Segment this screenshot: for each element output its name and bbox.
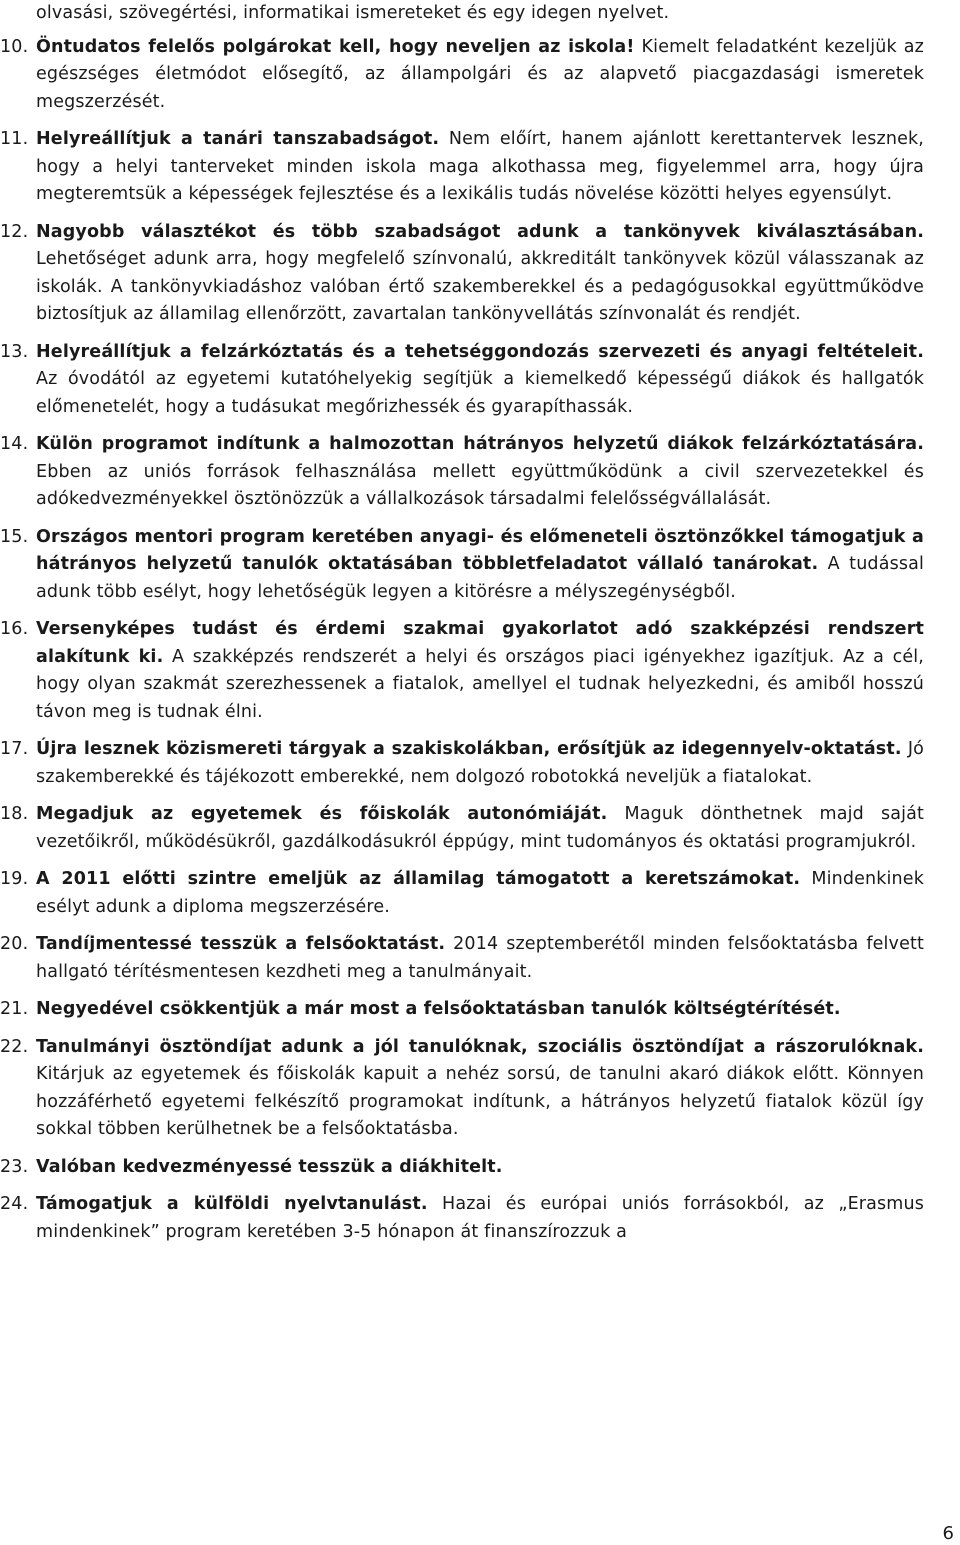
list-item-text: Lehetőséget adunk arra, hogy megfelelő színvonalú, akkreditált tankönyvek közül válasszanak az iskolák. A tankönyvkiadáshoz valóban értő szakemberekkel és a pedagógusokkal együttműködve biztosítjuk az államilag ellenőrzött, zavartalan tankönyvellátás színvonalát és rendjét. <box>36 249 924 324</box>
list-item-heading: Nagyobb választékot és több szabadságot adunk a tankönyvek kiválasztásában. <box>36 221 924 242</box>
list-item <box>0 931 925 986</box>
list-item-heading: Helyreállítjuk a tanári tanszabadságot. <box>36 129 440 149</box>
intro-paragraph: olvasási, szövegértési, informatikai ismereteket és egy idegen nyelvet. <box>36 3 670 23</box>
list-item-number: 16. <box>0 619 29 639</box>
list-item <box>0 1034 924 1144</box>
list-item-number: 10. <box>0 36 29 57</box>
list-item-number: 14. <box>0 434 29 454</box>
list-item-number: 21. <box>0 999 29 1019</box>
list-item-heading: Helyreállítjuk a felzárkóztatás és a tehetséggondozás szervezeti és anyagi feltételeit. <box>36 341 924 362</box>
list-item <box>0 1191 924 1246</box>
list-item-text: A tudással adunk több esélyt, hogy lehetőségük legyen a kitörésre a mélyszegénységből. <box>36 554 924 602</box>
list-item-text: Ebben az uniós források felhasználása mellett együttműködünk a civil szervezetekkel és adókedvezményekkel ösztönözzük a vállalkozások társadalmi felelősségvállalását. <box>36 461 924 509</box>
list-item-heading: Öntudatos felelős polgárokat kell, hogy neveljen az iskola! <box>36 36 635 57</box>
list-item <box>0 736 924 791</box>
list-item-text: Az óvodától az egyetemi kutatóhelyekig segítjük a kiemelkedő képességű diákok és hallgatók előmenetelét, hogy a tudásukat megőrizhessék és gyarapíthassák. <box>36 369 924 417</box>
list-item-heading: Tandíjmentessé tesszük a felsőoktatást. <box>36 934 446 954</box>
list-item <box>0 219 924 329</box>
list-item-heading: Külön programot indítunk a halmozottan hátrányos helyzetű diákok felzárkóztatására. <box>36 434 924 454</box>
numbered-list <box>0 34 925 1247</box>
list-item-text: Maguk dönthetnek majd saját vezetőikről, működésükről, gazdálkodásukról éppúgy, mint tudományos és oktatási programjukról. <box>36 804 924 852</box>
list-item <box>0 339 924 422</box>
list-item <box>0 431 924 514</box>
list-item-number: 17. <box>0 739 29 759</box>
list-item-number: 19. <box>0 869 29 889</box>
list-item-number: 20. <box>0 934 29 954</box>
list-item-heading: Valóban kedvezményessé tesszük a diákhitelt. <box>36 1156 503 1177</box>
list-item <box>0 996 924 1024</box>
list-item-heading: Újra lesznek közismereti tárgyak a szakiskolákban, erősítjük az idegennyelv-oktatást. <box>36 739 902 759</box>
list-item <box>0 126 924 209</box>
list-item-heading: Tanulmányi ösztöndíjat adunk a jól tanulóknak, szociális ösztöndíjat a rászorulóknak. <box>36 1036 924 1057</box>
list-item-text: Nem előírt, hanem ajánlott kerettantervek lesznek, hogy a helyi tanterveket minden iskola maga alkothassa meg, figyelemmel arra, hogy újra megteremtsük a képességek fejlesztése és a lexikális tudás növelése közötti helyes egyensúlyt. <box>36 129 924 204</box>
list-item-text: Kitárjuk az egyetemek és főiskolák kapuit a nehéz sorsú, de tanulni akaró diákok előtt. Könnyen hozzáférhető egyetemi felkészítő programokat indítunk, a hátrányos helyzetű fiatalok közül így sokkal többen kerülhetnek be a felsőoktatásba. <box>36 1064 924 1139</box>
list-item-text: 2014 szeptemberétől minden felsőoktatásba felvett hallgató térítésmentesen kezdheti meg a tanulmányait. <box>36 934 925 982</box>
list-item-number: 15. <box>0 526 29 547</box>
list-item-number: 13. <box>0 341 29 362</box>
list-item-text: A szakképzés rendszerét a helyi és országos piaci igényekhez igazítjuk. Az a cél, hogy olyan szakmát szerezhessenek a fiatalok, amellyel el tudnak helyezkedni, és amiből hosszú távon meg is tudnak élni. <box>36 646 924 722</box>
list-item <box>0 34 924 117</box>
list-item-text: Kiemelt feladatként kezeljük az egészséges életmódot elősegítő, az állampolgári és az alapvető piacgazdasági ismeretek megszerzését. <box>36 36 924 112</box>
list-item-number: 12. <box>0 221 29 242</box>
list-item-text: Mindenkinek esélyt adunk a diploma megszerzésére. <box>36 869 924 917</box>
list-item-heading: A 2011 előtti szintre emeljük az államilag támogatott a keretszámokat. <box>36 869 801 889</box>
list-item-heading: Versenyképes tudást és érdemi szakmai gyakorlatot adó szakképzési rendszert alakítunk ki. <box>36 619 924 667</box>
list-item-number: 11. <box>0 129 29 149</box>
list-item <box>0 1154 924 1182</box>
list-item <box>0 866 924 921</box>
list-item-text: Hazai és európai uniós forrásokból, az „Erasmus mindenkinek” program keretében 3-5 hónapon át finanszírozzuk a <box>36 1194 924 1242</box>
page-number: 6 <box>942 1523 954 1544</box>
list-item-number: 18. <box>0 804 29 824</box>
list-item <box>0 524 924 607</box>
list-item-number: 24. <box>0 1194 29 1214</box>
list-item-heading: Megadjuk az egyetemek és főiskolák autonómiáját. <box>36 804 608 824</box>
list-item-number: 22. <box>0 1036 29 1057</box>
list-item-text: Jó szakemberekké és tájékozott emberekké, nem dolgozó robotokká neveljük a fiatalokat. <box>36 739 924 787</box>
list-item-heading: Negyedével csökkentjük a már most a felsőoktatásban tanulók költségtérítését. <box>36 999 841 1019</box>
list-item <box>0 616 924 726</box>
list-item <box>0 801 924 856</box>
list-item-number: 23. <box>0 1156 29 1177</box>
list-item-heading: Támogatjuk a külföldi nyelvtanulást. <box>36 1194 428 1214</box>
list-item-heading: Országos mentori program keretében anyagi- és előmeneteli ösztönzőkkel támogatjuk a hátrányos helyzetű tanulók oktatásában többletfeladatot vállaló tanárokat. <box>36 526 924 574</box>
